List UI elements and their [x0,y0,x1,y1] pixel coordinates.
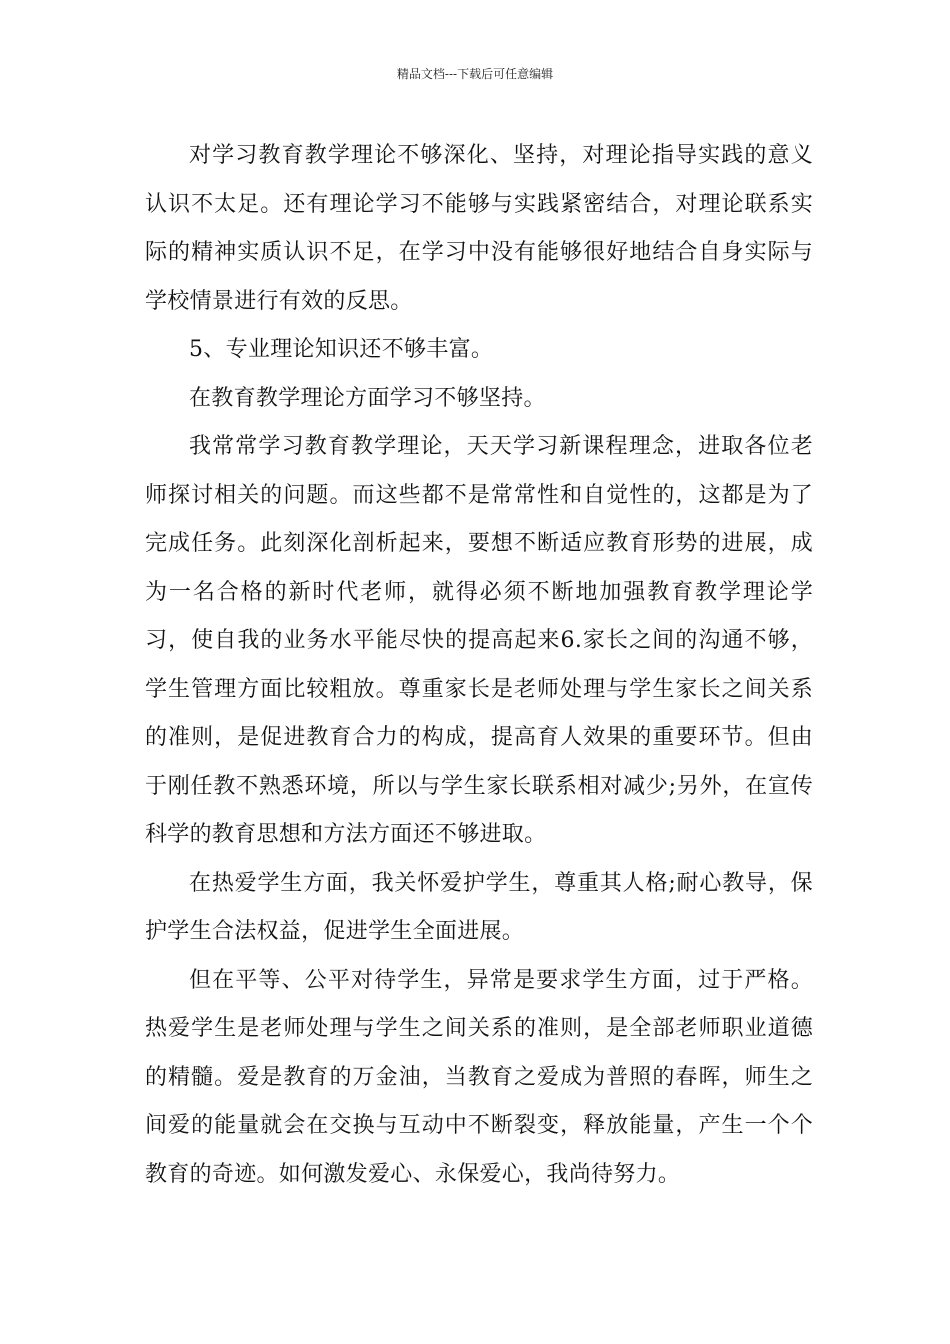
paragraph-caring-students: 在热爱学生方面，我关怀爱护学生，尊重其人格;耐心教导，保护学生合法权益，促进学生全面进展。 [145,870,813,944]
paragraph-fairness: 但在平等、公平对待学生，异常是要求学生方面，过于严格。热爱学生是老师处理与学生之间关系的准则，是全部老师职业道德的精髓。爱是教育的万金油，当教育之爱成为普照的春晖，师生之间爱的能量就会在交换与互动中不断裂变，释放能量，产生一个个教育的奇迹。如何激发爱心、永保爱心，我尚待努力。 [145,967,813,1187]
paragraph-daily-study: 我常常学习教育教学理论，天天学习新课程理念，进取各位老师探讨相关的问题。而这些都不是常常性和自觉性的，这都是为了完成任务。此刻深化剖析起来，要想不断适应教育形势的进展，成为一名合格的新时代老师，就得必须不断地加强教育教学理论学习，使自我的业务水平能尽快的提高起来6.家长之间的沟通不够，学生管理方面比较粗放。尊重家长是老师处理与学生家长之间关系的准则，是促进教育合力的构成，提高育人效果的重要环节。但由于刚任教不熟悉环境，所以与学生家长联系相对减少;另外，在宣传科学的教育思想和方法方面还不够进取。 [145,434,813,847]
document-body [145,132,813,1199]
page-header: 精品文档---下载后可任意编辑 [396,67,554,81]
paragraph-section-5-heading: 5、专业理论知识还不够丰富。 [189,337,494,362]
paragraph-theory-study: 对学习教育教学理论不够深化、坚持，对理论指导实践的意义认识不太足。还有理论学习不能够与实践紧密结合，对理论联系实际的精神实质认识不足，在学习中没有能够很好地结合自身实际与学校情景进行有效的反思。 [145,143,813,314]
paragraph-theory-persistence: 在教育教学理论方面学习不够坚持。 [189,385,546,411]
